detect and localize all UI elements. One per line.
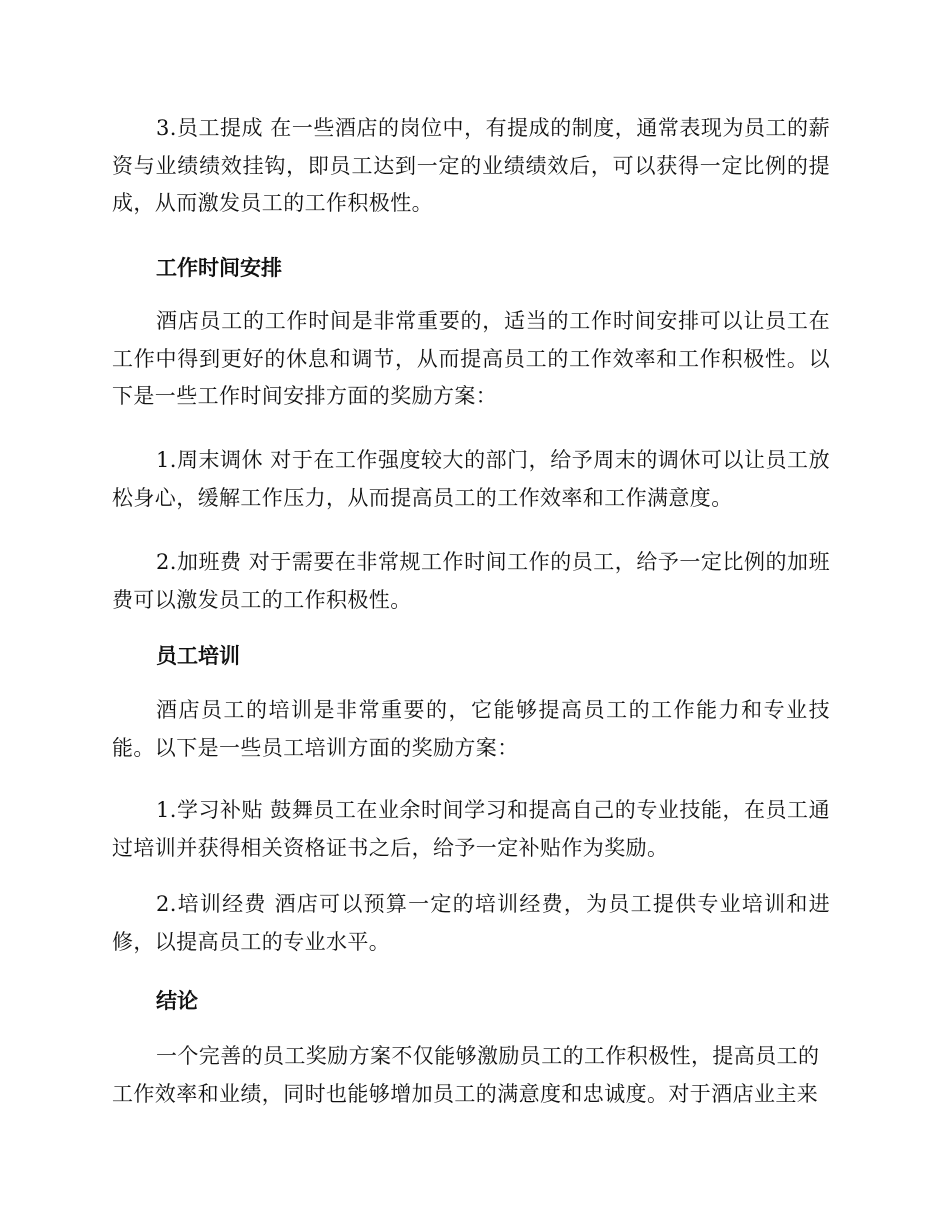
heading-work-time-arrangement: 工作时间安排: [156, 256, 282, 280]
paragraph-training-funds: 2.培训经费 酒店可以预算一定的培训经费，为员工提供专业培训和进修，以提高员工的专业水平。: [112, 892, 830, 954]
heading-employee-training: 员工培训: [156, 644, 240, 668]
paragraph-conclusion-line-1: 一个完善的员工奖励方案不仅能够激励员工的工作积极性，提高员工的: [156, 1044, 820, 1068]
paragraph-conclusion-line-2: 工作效率和业绩，同时也能够增加员工的满意度和忠诚度。对于酒店业主来: [112, 1082, 819, 1106]
paragraph-work-time-intro: 酒店员工的工作时间是非常重要的，适当的工作时间安排可以让员工在工作中得到更好的休息和调节，从而提高员工的工作效率和工作积极性。以下是一些工作时间安排方面的奖励方案：: [112, 309, 830, 408]
paragraph-weekend-rest: 1.周末调休 对于在工作强度较大的部门，给予周末的调休可以让员工放松身心，缓解工作压力，从而提高员工的工作效率和工作满意度。: [112, 448, 830, 510]
paragraph-employee-commission: 3.员工提成 在一些酒店的岗位中，有提成的制度，通常表现为员工的薪资与业绩绩效挂钩，即员工达到一定的业绩绩效后，可以获得一定比例的提成，从而激发员工的工作积极性。: [112, 116, 830, 215]
paragraph-study-subsidy: 1.学习补贴 鼓舞员工在业余时间学习和提高自己的专业技能，在员工通过培训并获得相关资格证书之后，给予一定补贴作为奖励。: [112, 798, 830, 860]
heading-conclusion: 结论: [156, 989, 198, 1013]
paragraph-overtime-pay: 2.加班费 对于需要在非常规工作时间工作的员工，给予一定比例的加班费可以激发员工的工作积极性。: [112, 550, 830, 612]
paragraph-training-intro: 酒店员工的培训是非常重要的，它能够提高员工的工作能力和专业技能。以下是一些员工培训方面的奖励方案：: [112, 698, 830, 760]
